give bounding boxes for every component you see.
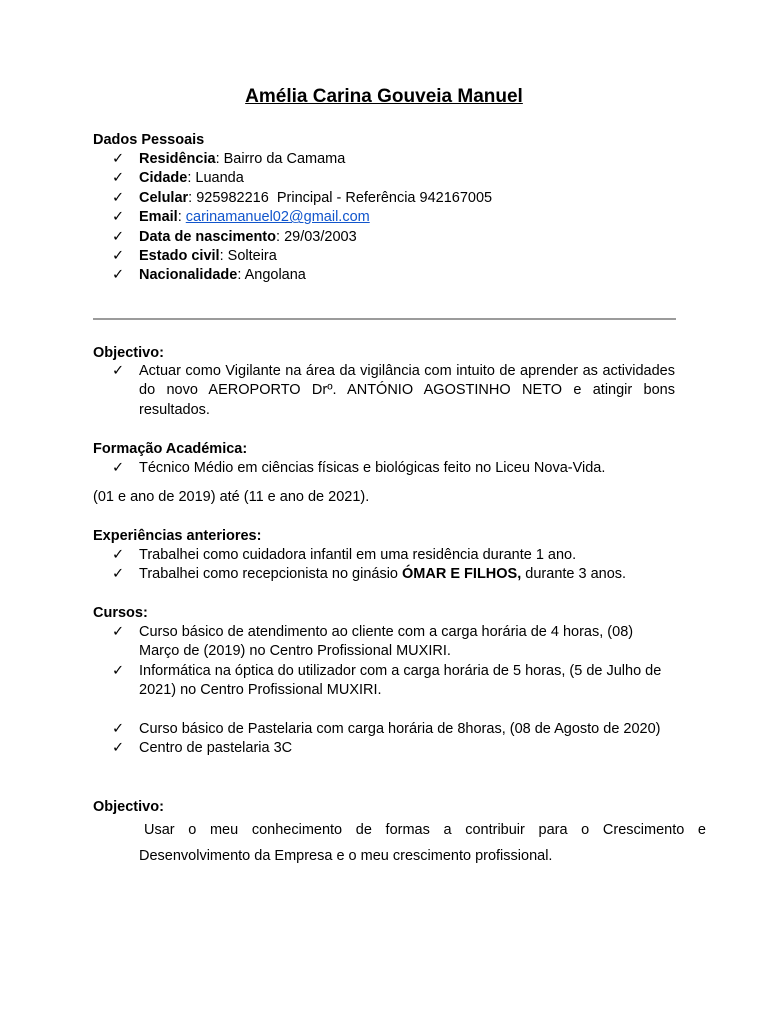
personal-list bbox=[112, 150, 675, 286]
list-item bbox=[112, 362, 675, 420]
check-icon: ✓ bbox=[112, 460, 125, 476]
experience-list bbox=[112, 546, 675, 585]
check-icon: ✓ bbox=[112, 624, 125, 640]
field-value: Luanda bbox=[195, 170, 244, 187]
list-item: ✓ Residência: Bairro da Camama bbox=[112, 150, 675, 169]
field-label: Celular bbox=[139, 189, 189, 206]
list-item: ✓ Estado civil: Solteira bbox=[112, 247, 675, 266]
experience-text: Trabalhei como cuidadora infantil em uma residência durante 1 ano. bbox=[139, 547, 577, 563]
course-text: Informática na óptica do utilizador com a carga horária de 5 horas, (5 de Julho de 2021) no Centro Profissional MUXIRI. bbox=[139, 662, 662, 699]
company-name: ÓMAR E FILHOS, bbox=[402, 566, 522, 583]
check-icon: ✓ bbox=[112, 248, 125, 265]
list-spacer bbox=[112, 701, 675, 720]
section-heading-courses: Cursos: bbox=[93, 605, 148, 621]
objective-text: Actuar como Vigilante na área da vigilância com intuito de aprender as actividades do novo AEROPORTO Drº. ANTÓNIO AGOSTINHO NETO e atingir bons resultados. bbox=[139, 363, 675, 418]
document-title: Amélia Carina Gouveia Manuel bbox=[245, 86, 523, 107]
check-icon: ✓ bbox=[112, 566, 125, 583]
horizontal-divider bbox=[93, 318, 676, 320]
section-heading-experience: Experiências anteriores: bbox=[93, 528, 262, 544]
field-value: Angolana bbox=[244, 267, 306, 284]
check-icon: ✓ bbox=[112, 151, 125, 167]
check-icon: ✓ bbox=[112, 740, 125, 757]
check-icon: ✓ bbox=[112, 189, 125, 206]
field-label: Cidade bbox=[139, 170, 188, 187]
section-heading-education: Formação Académica: bbox=[93, 441, 248, 457]
list-item: ✓ Nacionalidade: Angolana bbox=[112, 266, 675, 285]
field-label: Nacionalidade bbox=[139, 267, 238, 284]
check-icon: ✓ bbox=[112, 662, 125, 679]
objective-list bbox=[112, 362, 675, 420]
courses-list bbox=[112, 623, 675, 758]
education-text: Técnico Médio em ciências físicas e biológicas feito no Liceu Nova-Vida. bbox=[139, 460, 606, 476]
list-item: ✓ Email: carinamanuel02@gmail.com bbox=[112, 208, 675, 227]
list-item: ✓ Trabalhei como recepcionista no ginásio ÓMAR E FILHOS, durante 3 anos. bbox=[112, 565, 675, 584]
check-icon: ✓ bbox=[112, 170, 125, 187]
list-item bbox=[112, 459, 675, 478]
list-item: ✓ Celular: 925982216 Principal - Referência 942167005 bbox=[112, 189, 675, 208]
field-value: 925982216 Principal - Referência 942167005 bbox=[196, 189, 493, 206]
field-label: Estado civil bbox=[139, 248, 220, 265]
list-item bbox=[112, 739, 675, 758]
list-item bbox=[112, 623, 675, 662]
section-heading-objective-2: Objectivo: bbox=[93, 799, 164, 815]
check-icon: ✓ bbox=[112, 267, 125, 284]
list-item: ✓ Data de nascimento: 29/03/2003 bbox=[112, 228, 675, 247]
section-heading-personal: Dados Pessoais bbox=[93, 132, 205, 148]
list-item bbox=[112, 546, 675, 565]
section-heading-objective: Objectivo: bbox=[93, 345, 164, 361]
field-value: Solteira bbox=[227, 248, 277, 265]
course-text: Curso básico de Pastelaria com carga horária de 8horas, (08 de Agosto de 2020) bbox=[139, 720, 661, 737]
field-value: Bairro da Camama bbox=[223, 151, 346, 167]
field-label: Residência bbox=[139, 151, 216, 167]
education-period: (01 e ano de 2019) até (11 e ano de 2021). bbox=[93, 489, 370, 505]
list-item: ✓ Cidade: Luanda bbox=[112, 169, 675, 188]
course-text: Curso básico de atendimento ao cliente com a carga horária de 4 horas, (08) Março de (2019) no Centro Profissional MUXIRI. bbox=[139, 624, 634, 660]
check-icon: ✓ bbox=[112, 363, 125, 379]
email-link[interactable]: carinamanuel02@gmail.com bbox=[185, 209, 370, 226]
objective-paragraph: Usar o meu conhecimento de formas a contribuir para o Crescimento e Desenvolvimento da Empresa e o meu crescimento profissional. bbox=[139, 822, 706, 864]
course-text: Centro de pastelaria 3C bbox=[139, 740, 293, 757]
field-label: Email bbox=[139, 209, 178, 226]
list-item bbox=[112, 662, 675, 701]
check-icon: ✓ bbox=[112, 547, 125, 563]
field-label: Data de nascimento bbox=[139, 228, 276, 245]
check-icon: ✓ bbox=[112, 209, 125, 226]
education-list bbox=[112, 459, 675, 478]
field-value: 29/03/2003 bbox=[284, 228, 357, 245]
check-icon: ✓ bbox=[112, 720, 125, 737]
check-icon: ✓ bbox=[112, 228, 125, 245]
list-item bbox=[112, 720, 675, 739]
